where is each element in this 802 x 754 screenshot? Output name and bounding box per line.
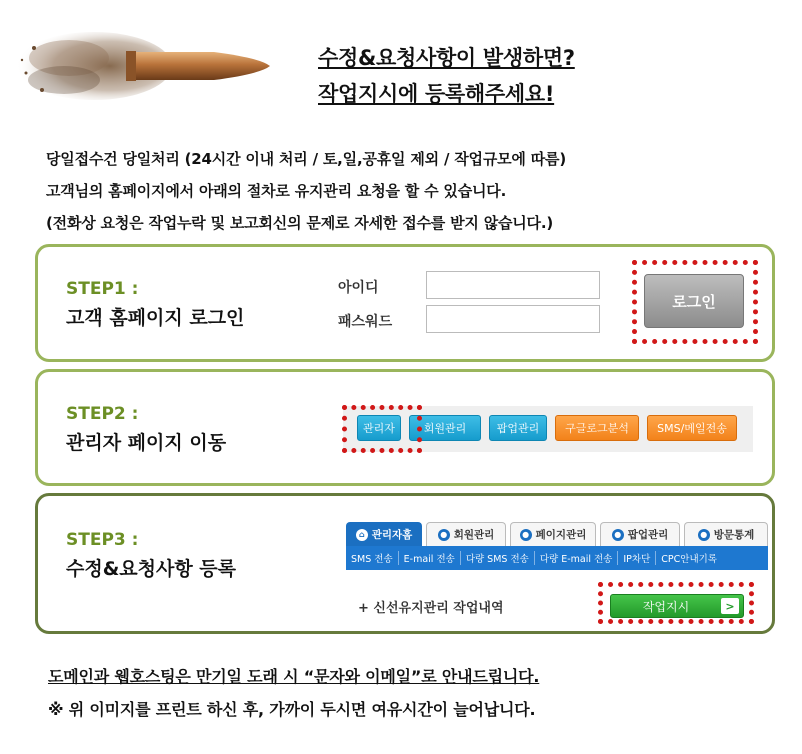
- home-icon: ⌂: [356, 529, 368, 541]
- member-manage-button[interactable]: 회원관리: [409, 415, 481, 441]
- footer-tip: ※ 위 이미지를 프린트 하신 후, 가까이 두시면 여유시간이 늘어납니다.: [48, 700, 536, 719]
- admin-button[interactable]: 관리자: [357, 415, 401, 441]
- task-highlight: [598, 582, 754, 624]
- footer-notice: 도메인과 웹호스팅은 만기일 도래 시 “문자와 이메일”로 안내드립니다.: [48, 667, 540, 686]
- step1-number: STEP1 :: [66, 279, 139, 299]
- intro-line1: 당일접수건 당일처리 (24시간 이내 처리 / 토,일,공휴일 제외 / 작업규모에 따름): [46, 150, 566, 168]
- tab-admin-home[interactable]: [346, 522, 422, 546]
- id-input[interactable]: [426, 271, 600, 299]
- popup-icon: ●: [612, 529, 624, 541]
- tab-label: 팝업관리: [627, 529, 669, 541]
- headline-line2: 작업지시에 등록해주세요!: [318, 82, 555, 106]
- subnav-email[interactable]: E-mail 전송: [399, 551, 461, 565]
- subnav-cpc[interactable]: CPC안내기록: [661, 554, 717, 565]
- login-button[interactable]: 로그인: [644, 274, 744, 328]
- tab-label: 방문통계: [713, 529, 755, 541]
- step2-number: STEP2 :: [66, 404, 139, 424]
- password-input[interactable]: [426, 305, 600, 333]
- intro-line2: 고객님의 홈페이지에서 아래의 절차로 유지관리 요청을 할 수 있습니다.: [46, 182, 507, 200]
- step2-title: 관리자 페이지 이동: [66, 432, 227, 454]
- admin-tabs: [346, 522, 768, 546]
- member-icon: ●: [438, 529, 450, 541]
- task-order-label: 작업지시: [642, 599, 690, 614]
- tab-popup[interactable]: [600, 522, 680, 546]
- popup-manage-button[interactable]: 팝업관리: [489, 415, 547, 441]
- intro-line3: (전화상 요청은 작업누락 및 보고회신의 문제로 자세한 접수를 받지 않습니다.): [46, 214, 554, 232]
- google-log-button[interactable]: 구글로그분석: [555, 415, 639, 441]
- subnav-sms[interactable]: SMS 전송: [346, 551, 399, 565]
- tab-label: 회원관리: [453, 529, 495, 541]
- bullet-icon: [14, 18, 274, 108]
- headline: [318, 40, 575, 112]
- page-icon: ●: [520, 529, 532, 541]
- step2-label: [66, 404, 226, 455]
- tab-stats[interactable]: [684, 522, 768, 546]
- intro-text: [46, 143, 566, 239]
- tab-page[interactable]: [510, 522, 596, 546]
- stats-icon: ●: [698, 529, 710, 541]
- step1-box: [35, 244, 775, 362]
- id-label: 아이디: [338, 280, 379, 296]
- chevron-right-icon: >: [721, 598, 739, 614]
- password-label: 패스워드: [338, 314, 393, 330]
- tab-label: 관리자홈: [371, 529, 413, 541]
- headline-line1: 수정&요청사항이 발생하면?: [318, 46, 575, 70]
- work-log-text: + 신선유지관리 작업내역: [358, 601, 504, 616]
- step1-label: [66, 279, 244, 330]
- step3-number: STEP3 :: [66, 530, 139, 550]
- subnav-ip-block[interactable]: IP차단: [618, 551, 656, 565]
- tab-label: 페이지관리: [535, 529, 587, 541]
- tab-member[interactable]: [426, 522, 506, 546]
- sms-mail-button[interactable]: SMS/메일전송: [647, 415, 737, 441]
- step3-label: [66, 530, 236, 581]
- step1-title: 고객 홈페이지 로그인: [66, 307, 245, 329]
- login-highlight: [632, 260, 758, 344]
- admin-highlight: [342, 405, 422, 453]
- subnav-bulk-email[interactable]: 다량 E-mail 전송: [535, 551, 619, 565]
- step2-box: [35, 369, 775, 486]
- step3-title: 수정&요청사항 등록: [66, 558, 237, 580]
- step3-box: [35, 493, 775, 634]
- admin-subnav: [346, 546, 768, 570]
- subnav-bulk-sms[interactable]: 다량 SMS 전송: [461, 551, 535, 565]
